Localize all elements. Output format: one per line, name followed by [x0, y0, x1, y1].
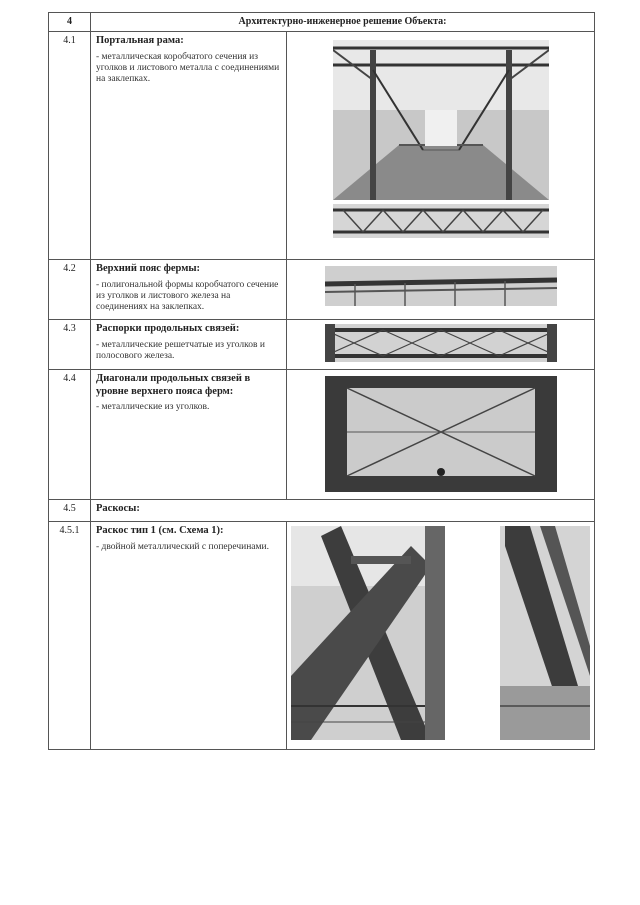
portal-frame-photo: [333, 40, 549, 200]
brace-type1-photo-right: [500, 526, 590, 740]
row-number: 4.4: [49, 370, 91, 500]
row-description: - полигональной формы коробчатого сечение из уголков и листового железа на соединениях на заклепках.: [96, 279, 279, 313]
row-text-cell: [91, 370, 287, 500]
row-text-cell: [91, 522, 287, 750]
section-title: Архитектурно-инженерное решение Объекта:: [91, 13, 595, 32]
row-photo-cell: [287, 320, 595, 370]
row-text-cell: [91, 320, 287, 370]
row-title: Распорки продольных связей:: [96, 323, 240, 334]
row-title: Портальная рама:: [96, 35, 184, 46]
row-text-cell: [91, 500, 595, 522]
row-title: Диагонали продольных связей в уровне верхнего пояса ферм:: [96, 373, 251, 397]
table-row: [49, 370, 595, 500]
truss-side-photo: [333, 204, 549, 238]
row-photo-cell: [287, 32, 595, 260]
row-description: - металлическая коробчатого сечения из уголков и листового металла с соединениями на заклепках.: [96, 51, 280, 85]
row-description: - двойной металлический с поперечинами.: [96, 541, 269, 552]
table-row: [49, 522, 595, 750]
longitudinal-struts-photo: [325, 324, 557, 362]
row-description: - металлические решетчатые из уголков и полосового железа.: [96, 339, 265, 361]
row-text-cell: [91, 32, 287, 260]
row-title: Раскосы:: [96, 503, 140, 514]
specification-table: [48, 12, 595, 750]
row-number: 4.5.1: [49, 522, 91, 750]
upper-chord-photo: [325, 266, 557, 306]
row-photo-cell: [287, 260, 595, 320]
row-title: Раскос тип 1 (см. Схема 1):: [96, 525, 224, 536]
table-row: [49, 500, 595, 522]
row-text-cell: [91, 260, 287, 320]
table-row: [49, 320, 595, 370]
row-number: 4.5: [49, 500, 91, 522]
row-number: 4.2: [49, 260, 91, 320]
row-number: 4.1: [49, 32, 91, 260]
row-photo-cell: [287, 370, 595, 500]
row-photo-cell: [287, 522, 595, 750]
table-row: [49, 260, 595, 320]
table-row: [49, 32, 595, 260]
table-header-row: [49, 13, 595, 32]
section-number: 4: [49, 13, 91, 32]
row-title: Верхний пояс фермы:: [96, 263, 201, 274]
brace-type1-photo-left: [291, 526, 445, 740]
row-description: - металлические из уголков.: [96, 402, 210, 413]
diagonal-bracing-photo: [325, 376, 557, 492]
row-number: 4.3: [49, 320, 91, 370]
